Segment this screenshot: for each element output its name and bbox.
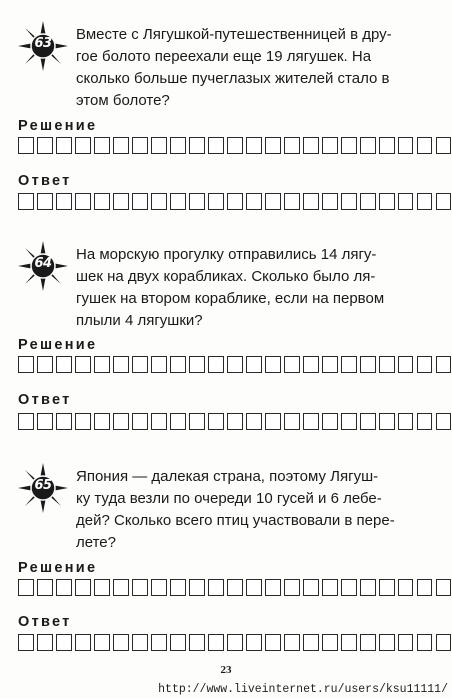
solution-grid[interactable] [18,579,452,596]
grid-cell[interactable] [208,356,224,373]
answer-grid[interactable] [18,193,452,210]
grid-cell[interactable] [360,413,376,430]
grid-cell[interactable] [265,579,281,596]
grid-cell[interactable] [265,193,281,210]
grid-cell[interactable] [75,356,91,373]
grid-cell[interactable] [18,579,34,596]
grid-cell[interactable] [75,634,91,651]
grid-cell[interactable] [170,137,186,154]
grid-cell[interactable] [417,634,433,651]
grid-cell[interactable] [341,193,357,210]
grid-cell[interactable] [303,634,319,651]
grid-cell[interactable] [398,413,414,430]
grid-cell[interactable] [113,579,129,596]
grid-cell[interactable] [56,634,72,651]
grid-cell[interactable] [113,193,129,210]
grid-cell[interactable] [94,137,110,154]
grid-cell[interactable] [303,413,319,430]
grid-cell[interactable] [436,356,452,373]
grid-cell[interactable] [208,413,224,430]
grid-cell[interactable] [113,634,129,651]
grid-cell[interactable] [417,356,433,373]
text-line: гушек на втором кораблике, если на первом [76,290,385,307]
text-line: шек на двух корабликах. Сколько было ля- [76,268,376,285]
problem-text [76,466,424,554]
grid-cell[interactable] [132,413,148,430]
text-line: лете? [76,534,116,551]
grid-cell[interactable] [94,193,110,210]
grid-cell[interactable] [398,579,414,596]
grid-cell[interactable] [113,137,129,154]
grid-cell[interactable] [360,634,376,651]
solution-label: Решение [18,118,98,134]
problem-number: 64 [34,256,52,271]
grid-cell[interactable] [284,356,300,373]
grid-cell[interactable] [246,193,262,210]
grid-cell[interactable] [265,413,281,430]
grid-cell[interactable] [151,193,167,210]
grid-cell[interactable] [37,193,53,210]
grid-cell[interactable] [341,356,357,373]
grid-cell[interactable] [379,193,395,210]
text-line: плыли 4 лягушки? [76,312,203,329]
answer-label: Ответ [18,392,72,408]
grid-cell[interactable] [37,579,53,596]
watermark-url: http://www.liveinternet.ru/users/ksu11111/ [158,683,448,696]
problem-number: 65 [34,478,52,493]
answer-label: Ответ [18,173,72,189]
grid-cell[interactable] [360,356,376,373]
grid-cell[interactable] [37,413,53,430]
grid-cell[interactable] [151,356,167,373]
problem-number: 63 [34,36,52,51]
grid-cell[interactable] [132,579,148,596]
grid-cell[interactable] [189,634,205,651]
grid-cell[interactable] [360,193,376,210]
grid-cell[interactable] [113,356,129,373]
grid-cell[interactable] [75,579,91,596]
grid-cell[interactable] [56,413,72,430]
grid-cell[interactable] [303,356,319,373]
grid-cell[interactable] [436,413,452,430]
grid-cell[interactable] [113,413,129,430]
grid-cell[interactable] [227,579,243,596]
grid-cell[interactable] [18,137,34,154]
grid-cell[interactable] [417,579,433,596]
grid-cell[interactable] [189,579,205,596]
grid-cell[interactable] [246,137,262,154]
grid-cell[interactable] [151,634,167,651]
grid-cell[interactable] [284,634,300,651]
grid-cell[interactable] [208,634,224,651]
answer-label: Ответ [18,614,72,630]
grid-cell[interactable] [170,579,186,596]
text-line: Вместе с Лягушкой-путешественницей в дру- [76,26,392,43]
grid-cell[interactable] [322,579,338,596]
compass-star-badge [17,240,69,292]
grid-cell[interactable] [18,356,34,373]
grid-cell[interactable] [398,634,414,651]
grid-cell[interactable] [132,356,148,373]
grid-cell[interactable] [360,137,376,154]
answer-grid[interactable] [18,413,452,430]
grid-cell[interactable] [284,579,300,596]
grid-cell[interactable] [37,137,53,154]
text-line: сколько больше пучеглазых жителей стало в [76,70,390,87]
grid-cell[interactable] [208,579,224,596]
solution-label: Решение [18,560,98,576]
grid-cell[interactable] [94,356,110,373]
grid-cell[interactable] [37,356,53,373]
text-line: На морскую прогулку отправились 14 лягу- [76,246,377,263]
grid-cell[interactable] [170,193,186,210]
grid-cell[interactable] [322,356,338,373]
grid-cell[interactable] [360,579,376,596]
grid-cell[interactable] [398,193,414,210]
grid-cell[interactable] [284,137,300,154]
grid-cell[interactable] [398,137,414,154]
grid-cell[interactable] [56,579,72,596]
grid-cell[interactable] [417,193,433,210]
grid-cell[interactable] [417,413,433,430]
grid-cell[interactable] [246,634,262,651]
text-line: этом болоте? [76,92,170,109]
grid-cell[interactable] [246,579,262,596]
grid-cell[interactable] [227,137,243,154]
grid-cell[interactable] [322,193,338,210]
grid-cell[interactable] [75,193,91,210]
grid-cell[interactable] [75,137,91,154]
grid-cell[interactable] [303,137,319,154]
grid-cell[interactable] [322,137,338,154]
grid-cell[interactable] [341,413,357,430]
grid-cell[interactable] [208,193,224,210]
grid-cell[interactable] [341,137,357,154]
grid-cell[interactable] [208,137,224,154]
grid-cell[interactable] [170,634,186,651]
grid-cell[interactable] [379,356,395,373]
grid-cell[interactable] [151,579,167,596]
grid-cell[interactable] [284,193,300,210]
grid-cell[interactable] [341,579,357,596]
grid-cell[interactable] [189,193,205,210]
grid-cell[interactable] [56,356,72,373]
grid-cell[interactable] [189,137,205,154]
grid-cell[interactable] [132,634,148,651]
grid-cell[interactable] [379,634,395,651]
grid-cell[interactable] [94,579,110,596]
grid-cell[interactable] [189,413,205,430]
grid-cell[interactable] [379,413,395,430]
grid-cell[interactable] [265,356,281,373]
text-line: гое болото переехали еще 19 лягушек. На [76,48,372,65]
grid-cell[interactable] [246,356,262,373]
grid-cell[interactable] [246,413,262,430]
text-line: Япония — далекая страна, поэтому Лягуш- [76,468,379,485]
grid-cell[interactable] [227,634,243,651]
grid-cell[interactable] [303,193,319,210]
grid-cell[interactable] [265,634,281,651]
solution-grid[interactable] [18,137,452,154]
solution-label: Решение [18,337,98,353]
problem-text [76,24,424,112]
grid-cell[interactable] [170,413,186,430]
compass-star-badge [17,462,69,514]
grid-cell[interactable] [227,193,243,210]
grid-cell[interactable] [303,579,319,596]
grid-cell[interactable] [18,193,34,210]
grid-cell[interactable] [322,634,338,651]
text-line: дей? Сколько всего птиц участвовали в пере- [76,512,395,529]
grid-cell[interactable] [132,193,148,210]
grid-cell[interactable] [151,137,167,154]
grid-cell[interactable] [379,137,395,154]
grid-cell[interactable] [151,413,167,430]
grid-cell[interactable] [189,356,205,373]
grid-cell[interactable] [417,137,433,154]
grid-cell[interactable] [436,634,452,651]
grid-cell[interactable] [94,413,110,430]
grid-cell[interactable] [398,356,414,373]
problem-text [76,244,424,332]
grid-cell[interactable] [37,634,53,651]
answer-grid[interactable] [18,634,452,651]
grid-cell[interactable] [56,137,72,154]
grid-cell[interactable] [56,193,72,210]
grid-cell[interactable] [436,193,452,210]
grid-cell[interactable] [227,356,243,373]
grid-cell[interactable] [436,137,452,154]
grid-cell[interactable] [436,579,452,596]
grid-cell[interactable] [341,634,357,651]
grid-cell[interactable] [379,579,395,596]
compass-star-badge [17,20,69,72]
grid-cell[interactable] [227,413,243,430]
solution-grid[interactable] [18,356,452,373]
grid-cell[interactable] [18,413,34,430]
text-line: ку туда везли по очереди 10 гусей и 6 лебе- [76,490,382,507]
grid-cell[interactable] [18,634,34,651]
grid-cell[interactable] [170,356,186,373]
grid-cell[interactable] [284,413,300,430]
grid-cell[interactable] [94,634,110,651]
grid-cell[interactable] [75,413,91,430]
grid-cell[interactable] [132,137,148,154]
page-number: 23 [220,664,232,676]
grid-cell[interactable] [322,413,338,430]
grid-cell[interactable] [265,137,281,154]
